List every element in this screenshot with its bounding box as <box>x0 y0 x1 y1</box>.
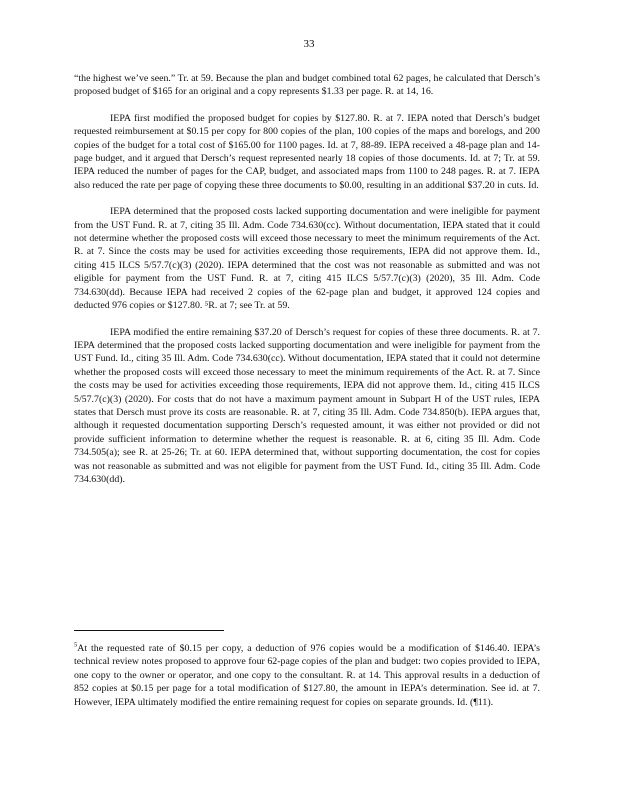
paragraph-continuation: “the highest we’ve seen.” Tr. at 59. Because the plan and budget combined total 62 pages, he calculated that Dersch’s proposed budget of $165 for an original and a copy represents $1.33 per page. R. at 14, 16. <box>74 73 540 98</box>
footnote-divider <box>74 630 224 631</box>
footnote-marker: 5 <box>74 641 78 649</box>
paragraph-documentation-determination: IEPA determined that the proposed costs lacked supporting documentation and were ineligible for payment from the UST Fund. R. at 7, citing 35 Ill. Adm. Code 734.630(cc). Without documentation, IEPA stated that it could not determine whether the proposed costs will exceed those necessary to meet the minimum requirements of the Act. R. at 7. Since the costs may be used for activities exceeding those requirements, IEPA did not approve them. Id., citing 415 ILCS 5/57.7(c)(3) (2020). IEPA determined that the cost was not reasonable as submitted and was not eligible for payment from the UST Fund. R. at 7, citing 415 ILCS 5/57.7(c)(3) (2020), 35 Ill. Adm. Code 734.630(dd). Because IEPA had received 2 copies of the 62-page plan and budget, it approved 124 copies and deducted 976 copies or $127.80. ⁵R. at 7; see Tr. at 59. <box>74 206 540 312</box>
paragraph-remaining-modification: IEPA modified the entire remaining $37.20 of Dersch’s request for copies of these three documents. R. at 7. IEPA determined that the proposed costs lacked supporting documentation and were ineligible for payment from the UST Fund. Id., citing 35 Ill. Adm. Code 734.630(cc). Without documentation, IEPA stated that it could not determine whether the proposed costs will exceed those necessary to meet the minimum requirements of the Act. R. at 7. Since the costs may be used for activities exceeding those requirements, IEPA did not approve them. Id., citing 415 ILCS 5/57.7(c)(3) (2020). For costs that do not have a maximum payment amount in Subpart H of the UST rules, IEPA states that Dersch must prove its costs are reasonable. R. at 7, citing 35 Ill. Adm. Code 734.850(b). IEPA argues that, although it requested documentation supporting Dersch’s requested amount, it was either not provided or did not provide sufficient information to determine whether the request is reasonable. R. at 6, citing 35 Ill. Adm. Code 734.505(a); see R. at 25-26; Tr. at 60. IEPA determined that, without supporting documentation, the cost for copies was not reasonable as submitted and was not eligible for payment from the UST Fund. Id., citing 35 Ill. Adm. Code 734.630(dd). <box>74 326 540 485</box>
page-number: 33 <box>303 38 315 50</box>
footnote <box>74 642 540 709</box>
footnote-text: At the requested rate of $0.15 per copy, a deduction of 976 copies would be a modification of $146.40. IEPA’s technical review notes proposed to approve four 62-page copies of the plan and budget: two copies provided to IEPA, one copy to the owner or operator, and one copy to the consultant. R. at 14. This approval results in a deduction of 852 copies at $0.15 per page for a total modification of $127.80, the amount in IEPA’s determination. See id. at 7. However, IEPA ultimately modified the entire remaining request for copies on separate grounds. Id. (¶11). <box>74 643 540 708</box>
paragraph-budget-modification: IEPA first modified the proposed budget for copies by $127.80. R. at 7. IEPA noted that Dersch’s budget requested reimbursement at $0.15 per copy for 800 copies of the plan, 100 copies of the maps and borelogs, and 200 copies of the budget for a total cost of $165.00 for 1100 pages. Id. at 7, 88-89. IEPA received a 48-page plan and 14-page budget, and it argued that Dersch’s request represented nearly 18 copies of those documents. Id. at 7; Tr. at 59. IEPA reduced the number of pages for the CAP, budget, and associated maps from 1100 to 248 pages. R. at 7. IEPA also reduced the rate per page of copying these three documents to $0.00, resulting in an additional $37.20 in cuts. Id. <box>74 112 540 191</box>
body-text <box>74 72 540 499</box>
